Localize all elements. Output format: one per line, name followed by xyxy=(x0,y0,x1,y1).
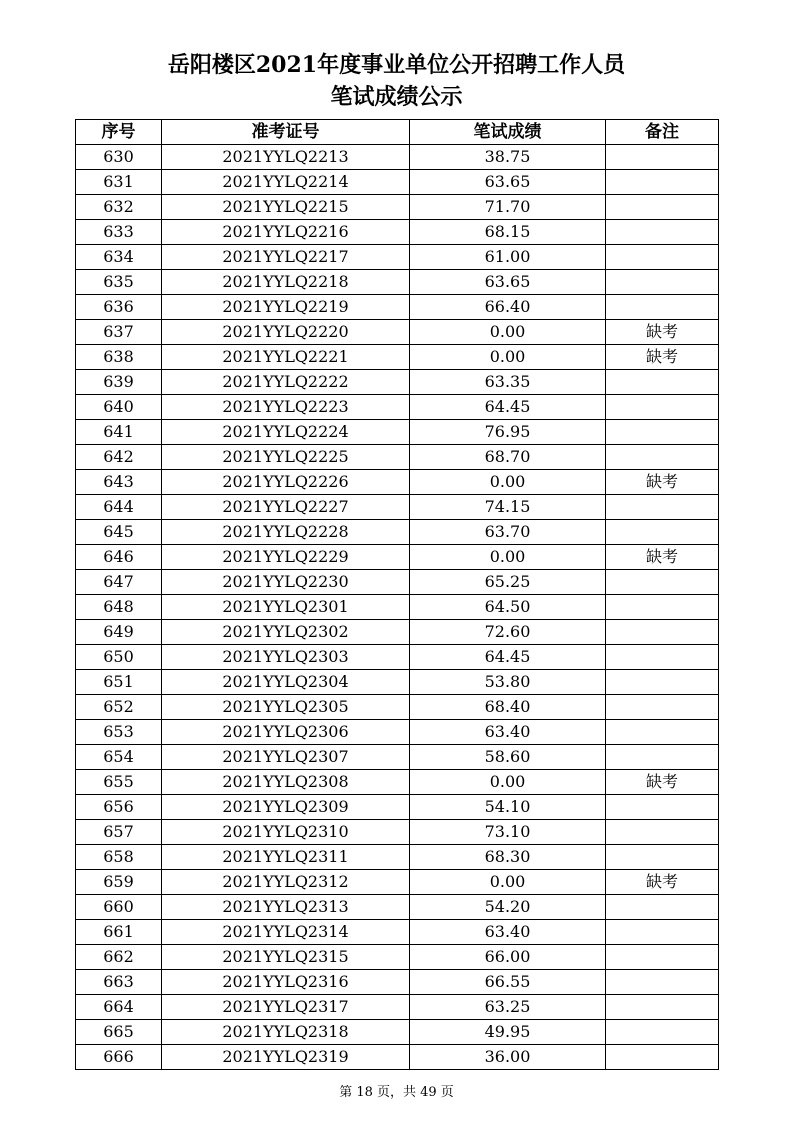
cell-remark: 缺考 xyxy=(606,345,719,370)
cell-remark xyxy=(606,170,719,195)
cell-seq: 642 xyxy=(76,445,162,470)
cell-score: 53.80 xyxy=(410,670,606,695)
cell-score: 54.10 xyxy=(410,795,606,820)
cell-score: 63.70 xyxy=(410,520,606,545)
cell-ticket-number: 2021YYLQ2313 xyxy=(162,895,410,920)
cell-remark xyxy=(606,670,719,695)
cell-remark xyxy=(606,695,719,720)
cell-ticket-number: 2021YYLQ2307 xyxy=(162,745,410,770)
cell-seq: 666 xyxy=(76,1045,162,1070)
cell-seq: 648 xyxy=(76,595,162,620)
cell-score: 0.00 xyxy=(410,545,606,570)
table-row xyxy=(76,770,719,795)
page-subtitle: 笔试成绩公示 xyxy=(330,84,463,110)
table-row xyxy=(76,320,719,345)
cell-score: 0.00 xyxy=(410,470,606,495)
cell-score: 0.00 xyxy=(410,320,606,345)
cell-score: 49.95 xyxy=(410,1020,606,1045)
cell-ticket-number: 2021YYLQ2302 xyxy=(162,620,410,645)
cell-score: 0.00 xyxy=(410,870,606,895)
cell-seq: 663 xyxy=(76,970,162,995)
cell-ticket-number: 2021YYLQ2219 xyxy=(162,295,410,320)
table-row xyxy=(76,445,719,470)
cell-score: 0.00 xyxy=(410,770,606,795)
cell-ticket-number: 2021YYLQ2222 xyxy=(162,370,410,395)
cell-remark: 缺考 xyxy=(606,545,719,570)
cell-seq: 656 xyxy=(76,795,162,820)
cell-seq: 665 xyxy=(76,1020,162,1045)
cell-remark xyxy=(606,995,719,1020)
cell-ticket-number: 2021YYLQ2306 xyxy=(162,720,410,745)
table-row xyxy=(76,495,719,520)
cell-ticket-number: 2021YYLQ2314 xyxy=(162,920,410,945)
header-remark: 备注 xyxy=(606,120,719,145)
table-row xyxy=(76,670,719,695)
table-row xyxy=(76,520,719,545)
cell-seq: 644 xyxy=(76,495,162,520)
cell-remark xyxy=(606,220,719,245)
cell-remark: 缺考 xyxy=(606,770,719,795)
table-row xyxy=(76,295,719,320)
table-row xyxy=(76,470,719,495)
cell-seq: 652 xyxy=(76,695,162,720)
cell-seq: 653 xyxy=(76,720,162,745)
cell-remark xyxy=(606,745,719,770)
cell-ticket-number: 2021YYLQ2224 xyxy=(162,420,410,445)
cell-ticket-number: 2021YYLQ2218 xyxy=(162,270,410,295)
cell-seq: 650 xyxy=(76,645,162,670)
cell-ticket-number: 2021YYLQ2301 xyxy=(162,595,410,620)
table-row xyxy=(76,195,719,220)
cell-remark xyxy=(606,795,719,820)
cell-ticket-number: 2021YYLQ2217 xyxy=(162,245,410,270)
table-row xyxy=(76,645,719,670)
cell-ticket-number: 2021YYLQ2315 xyxy=(162,945,410,970)
cell-score: 63.65 xyxy=(410,170,606,195)
cell-score: 66.55 xyxy=(410,970,606,995)
cell-remark xyxy=(606,395,719,420)
cell-remark xyxy=(606,145,719,170)
cell-remark xyxy=(606,1020,719,1045)
table-row xyxy=(76,745,719,770)
header-seq: 序号 xyxy=(76,120,162,145)
table-row xyxy=(76,570,719,595)
table-body xyxy=(76,145,719,1070)
cell-remark xyxy=(606,620,719,645)
cell-seq: 651 xyxy=(76,670,162,695)
cell-remark xyxy=(606,570,719,595)
table-row xyxy=(76,545,719,570)
cell-ticket-number: 2021YYLQ2230 xyxy=(162,570,410,595)
cell-score: 63.40 xyxy=(410,920,606,945)
cell-seq: 634 xyxy=(76,245,162,270)
table-row xyxy=(76,1020,719,1045)
cell-ticket-number: 2021YYLQ2312 xyxy=(162,870,410,895)
cell-seq: 645 xyxy=(76,520,162,545)
cell-remark xyxy=(606,245,719,270)
cell-score: 63.65 xyxy=(410,270,606,295)
cell-score: 65.25 xyxy=(410,570,606,595)
cell-seq: 658 xyxy=(76,845,162,870)
table-row xyxy=(76,145,719,170)
cell-seq: 647 xyxy=(76,570,162,595)
cell-remark xyxy=(606,420,719,445)
cell-ticket-number: 2021YYLQ2311 xyxy=(162,845,410,870)
cell-score: 0.00 xyxy=(410,345,606,370)
table-row xyxy=(76,895,719,920)
scores-table xyxy=(75,119,719,1070)
cell-score: 64.50 xyxy=(410,595,606,620)
cell-ticket-number: 2021YYLQ2303 xyxy=(162,645,410,670)
cell-score: 64.45 xyxy=(410,645,606,670)
cell-score: 73.10 xyxy=(410,820,606,845)
cell-remark xyxy=(606,520,719,545)
cell-ticket-number: 2021YYLQ2304 xyxy=(162,670,410,695)
cell-seq: 636 xyxy=(76,295,162,320)
table-row xyxy=(76,345,719,370)
cell-remark xyxy=(606,595,719,620)
cell-score: 68.30 xyxy=(410,845,606,870)
table-row xyxy=(76,420,719,445)
cell-seq: 640 xyxy=(76,395,162,420)
table-row xyxy=(76,1045,719,1070)
cell-ticket-number: 2021YYLQ2318 xyxy=(162,1020,410,1045)
cell-score: 68.70 xyxy=(410,445,606,470)
cell-remark: 缺考 xyxy=(606,320,719,345)
cell-ticket-number: 2021YYLQ2225 xyxy=(162,445,410,470)
table-row xyxy=(76,370,719,395)
table-row xyxy=(76,695,719,720)
cell-remark xyxy=(606,495,719,520)
cell-seq: 637 xyxy=(76,320,162,345)
cell-remark xyxy=(606,1045,719,1070)
cell-ticket-number: 2021YYLQ2213 xyxy=(162,145,410,170)
cell-remark: 缺考 xyxy=(606,870,719,895)
cell-seq: 638 xyxy=(76,345,162,370)
header-score: 笔试成绩 xyxy=(410,120,606,145)
cell-score: 63.40 xyxy=(410,720,606,745)
cell-remark xyxy=(606,945,719,970)
cell-remark xyxy=(606,445,719,470)
cell-ticket-number: 2021YYLQ2305 xyxy=(162,695,410,720)
header-ticket-number: 准考证号 xyxy=(162,120,410,145)
cell-ticket-number: 2021YYLQ2220 xyxy=(162,320,410,345)
cell-score: 68.15 xyxy=(410,220,606,245)
cell-ticket-number: 2021YYLQ2310 xyxy=(162,820,410,845)
cell-seq: 662 xyxy=(76,945,162,970)
table-row xyxy=(76,220,719,245)
table-row xyxy=(76,395,719,420)
cell-score: 38.75 xyxy=(410,145,606,170)
cell-remark xyxy=(606,370,719,395)
cell-ticket-number: 2021YYLQ2226 xyxy=(162,470,410,495)
table-header-row xyxy=(76,120,719,145)
cell-score: 63.35 xyxy=(410,370,606,395)
cell-score: 74.15 xyxy=(410,495,606,520)
table-row xyxy=(76,270,719,295)
cell-seq: 659 xyxy=(76,870,162,895)
table-row xyxy=(76,620,719,645)
cell-remark xyxy=(606,195,719,220)
table-row xyxy=(76,870,719,895)
cell-seq: 649 xyxy=(76,620,162,645)
cell-remark xyxy=(606,845,719,870)
table-row xyxy=(76,845,719,870)
page-footer: 第 18 页，共 49 页 xyxy=(339,1085,454,1100)
cell-seq: 643 xyxy=(76,470,162,495)
table-row xyxy=(76,945,719,970)
cell-score: 68.40 xyxy=(410,695,606,720)
cell-ticket-number: 2021YYLQ2309 xyxy=(162,795,410,820)
cell-seq: 641 xyxy=(76,420,162,445)
cell-remark xyxy=(606,645,719,670)
cell-score: 64.45 xyxy=(410,395,606,420)
cell-seq: 646 xyxy=(76,545,162,570)
page-title: 岳阳楼区2021年度事业单位公开招聘工作人员 xyxy=(167,52,626,78)
cell-ticket-number: 2021YYLQ2316 xyxy=(162,970,410,995)
cell-score: 36.00 xyxy=(410,1045,606,1070)
cell-ticket-number: 2021YYLQ2223 xyxy=(162,395,410,420)
cell-seq: 633 xyxy=(76,220,162,245)
cell-ticket-number: 2021YYLQ2228 xyxy=(162,520,410,545)
cell-seq: 654 xyxy=(76,745,162,770)
cell-remark xyxy=(606,720,719,745)
cell-seq: 664 xyxy=(76,995,162,1020)
table-row xyxy=(76,245,719,270)
cell-seq: 630 xyxy=(76,145,162,170)
table-row xyxy=(76,595,719,620)
table-row xyxy=(76,920,719,945)
cell-remark xyxy=(606,920,719,945)
cell-seq: 655 xyxy=(76,770,162,795)
table-row xyxy=(76,720,719,745)
table-row xyxy=(76,995,719,1020)
cell-ticket-number: 2021YYLQ2317 xyxy=(162,995,410,1020)
table-row xyxy=(76,820,719,845)
cell-score: 58.60 xyxy=(410,745,606,770)
cell-seq: 631 xyxy=(76,170,162,195)
cell-remark xyxy=(606,270,719,295)
cell-seq: 660 xyxy=(76,895,162,920)
cell-score: 54.20 xyxy=(410,895,606,920)
table-row xyxy=(76,795,719,820)
cell-ticket-number: 2021YYLQ2221 xyxy=(162,345,410,370)
cell-seq: 661 xyxy=(76,920,162,945)
cell-score: 66.00 xyxy=(410,945,606,970)
cell-ticket-number: 2021YYLQ2215 xyxy=(162,195,410,220)
cell-seq: 635 xyxy=(76,270,162,295)
cell-ticket-number: 2021YYLQ2214 xyxy=(162,170,410,195)
cell-ticket-number: 2021YYLQ2227 xyxy=(162,495,410,520)
cell-ticket-number: 2021YYLQ2229 xyxy=(162,545,410,570)
cell-seq: 632 xyxy=(76,195,162,220)
table-row xyxy=(76,170,719,195)
cell-score: 63.25 xyxy=(410,995,606,1020)
cell-remark xyxy=(606,970,719,995)
table-row xyxy=(76,970,719,995)
cell-ticket-number: 2021YYLQ2308 xyxy=(162,770,410,795)
cell-ticket-number: 2021YYLQ2216 xyxy=(162,220,410,245)
cell-score: 61.00 xyxy=(410,245,606,270)
cell-score: 76.95 xyxy=(410,420,606,445)
cell-score: 71.70 xyxy=(410,195,606,220)
cell-seq: 639 xyxy=(76,370,162,395)
cell-score: 72.60 xyxy=(410,620,606,645)
cell-remark: 缺考 xyxy=(606,470,719,495)
cell-remark xyxy=(606,820,719,845)
cell-ticket-number: 2021YYLQ2319 xyxy=(162,1045,410,1070)
cell-remark xyxy=(606,895,719,920)
cell-score: 66.40 xyxy=(410,295,606,320)
cell-remark xyxy=(606,295,719,320)
cell-seq: 657 xyxy=(76,820,162,845)
